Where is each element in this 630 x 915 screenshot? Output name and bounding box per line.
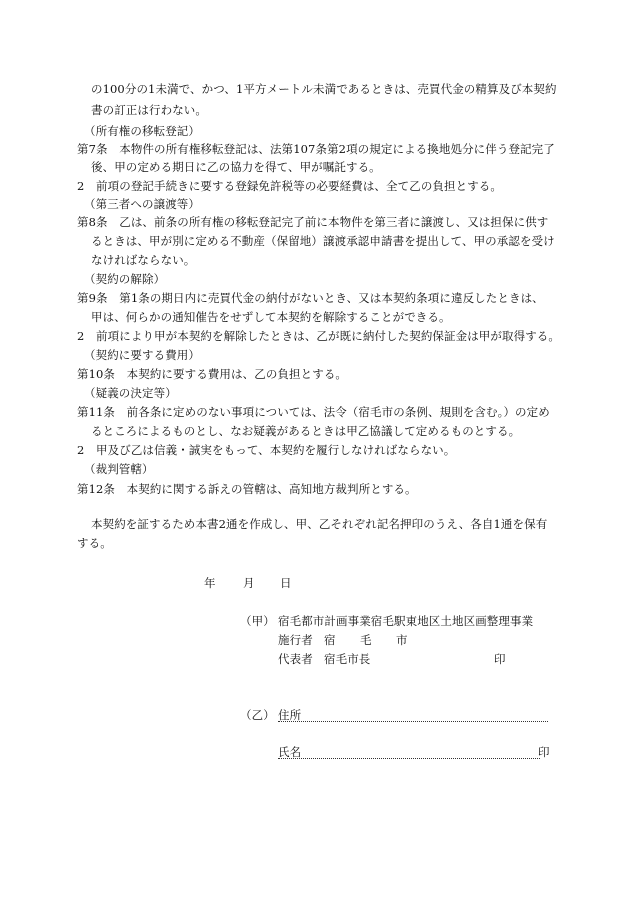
body-line: なければならない。 (91, 253, 196, 267)
article-10-line: 第10条 本契約に要する費用は、乙の負担とする。 (77, 367, 348, 381)
party-a-project: 宿毛都市計画事業宿毛駅東地区土地区画整理事業 (278, 614, 534, 628)
section-heading: （契約の解除） (84, 272, 166, 286)
date-day: 日 (280, 576, 292, 590)
body-line: 書の訂正は行わない。 (91, 103, 207, 117)
party-a-seal: 印 (494, 652, 506, 666)
address-fill-line (278, 721, 548, 722)
party-a-executor-char: 宿 (324, 633, 336, 647)
date-month: 月 (243, 576, 255, 590)
party-b-name-label: 氏名 (278, 745, 302, 759)
article-8-line: 第8条 乙は、前条の所有権の移転登記完了前に本物件を第三者に譲渡し、又は担保に供す (77, 215, 549, 229)
date-year: 年 (204, 576, 216, 590)
section-heading: （疑義の決定等） (84, 386, 177, 400)
name-fill-line (278, 758, 540, 759)
body-line: るときは、甲が別に定める不動産（保留地）譲渡承認申請書を提出して、甲の承認を受け (91, 234, 555, 248)
closing-line: する。 (77, 536, 112, 550)
section-heading: （契約に要する費用） (84, 348, 200, 362)
body-line: 甲は、何らかの通知催告をせずして本契約を解除することができる。 (91, 310, 451, 324)
article-12-line: 第12条 本契約に関する訴えの管轄は、高知地方裁判所とする。 (77, 482, 417, 496)
party-a-label: （甲） (240, 614, 275, 628)
article-7-line: 第7条 本物件の所有権移転登記は、法第107条第2項の規定による換地処分に伴う登記完了 (77, 142, 555, 156)
section-heading: （裁判管轄） (84, 462, 154, 476)
party-a-representative-name: 宿毛市長 (324, 652, 371, 666)
body-line: の100分の1未満で、かつ、1平方メートル未満であるときは、売買代金の精算及び本契約 (91, 82, 557, 96)
body-line: 2 前項の登記手続きに要する登録免許税等の必要経費は、全て乙の負担とする。 (77, 179, 503, 193)
body-line: るところによるものとし、なお疑義があるときは甲乙協議して定めるものとする。 (91, 424, 521, 438)
party-a-representative-label: 代表者 (278, 652, 313, 666)
article-9-line: 第9条 第1条の期日内に売買代金の納付がないとき、又は本契約条項に違反したときは、 (77, 291, 544, 305)
section-heading: （所有権の移転登記） (84, 124, 200, 138)
party-a-executor-char: 市 (396, 633, 408, 647)
party-a-executor-char: 毛 (360, 633, 372, 647)
party-a-executor-label: 施行者 (278, 633, 313, 647)
article-11-line: 第11条 前各条に定めのない事項については、法令（宿毛市の条例、規則を含む。）の定め (77, 405, 550, 419)
party-b-address-label: 住所 (278, 708, 302, 722)
body-line: 2 前項により甲が本契約を解除したときは、乙が既に納付した契約保証金は甲が取得する。 (77, 329, 561, 343)
closing-line: 本契約を証するため本書2通を作成し、甲、乙それぞれ記名押印のうえ、各自1通を保有 (91, 517, 548, 531)
section-heading: （第三者への譲渡等） (84, 197, 200, 211)
body-line: 後、甲の定める期日に乙の協力を得て、甲が嘱託する。 (91, 160, 381, 174)
body-line: 2 甲及び乙は信義・誠実をもって、本契約を履行しなければならない。 (77, 443, 456, 457)
party-b-seal: 印 (538, 745, 550, 759)
party-b-label: （乙） (240, 708, 275, 722)
